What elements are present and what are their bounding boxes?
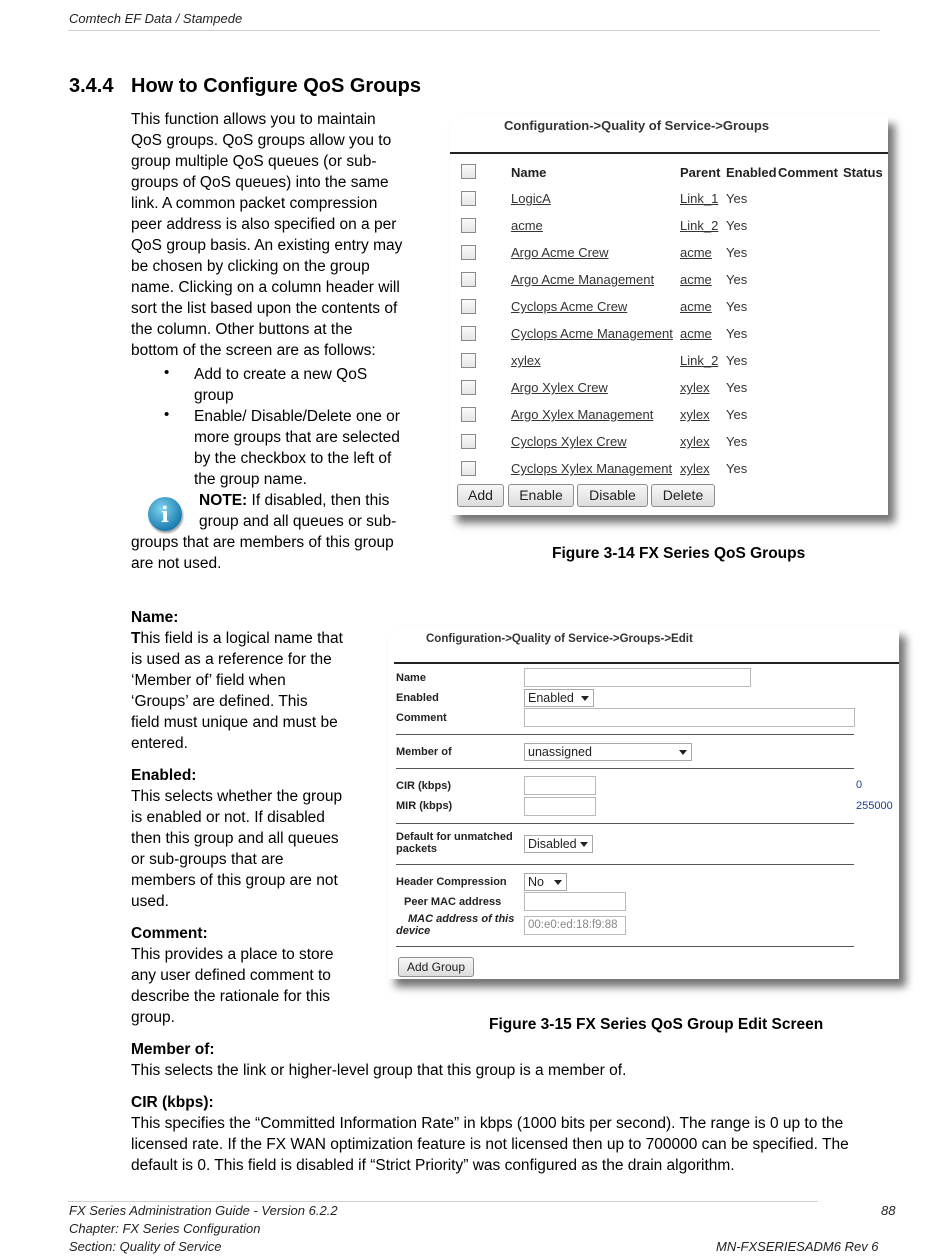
name-label: Name [396,672,426,684]
column-header-name[interactable]: Name [511,165,547,180]
default-unmatched-label [396,831,513,855]
enabled-value: Yes [726,218,748,233]
desc-line: default is 0. This field is disabled if “Strict Priority” was configured as the drain algorithm. [131,1157,735,1174]
group-name-link[interactable]: Cyclops Acme Management [511,326,673,341]
group-name-link[interactable]: Cyclops Xylex Management [511,461,673,476]
section-divider [396,734,854,735]
select-all-checkbox[interactable] [461,164,476,179]
desc-line: describe the rationale for this [131,988,331,1005]
peer-mac-label: Peer MAC address [404,896,502,908]
intro-paragraph [131,109,431,361]
intro-line: This function allows you to maintain [131,111,376,128]
parent-link[interactable]: Link_1 [680,191,719,206]
row-checkbox[interactable] [461,299,476,314]
intro-line: name. Clicking on a column header will [131,279,400,296]
parent-link[interactable]: Link_2 [680,353,719,368]
name-input[interactable] [524,668,751,687]
info-icon: i [148,497,182,531]
parent-link[interactable]: acme [680,326,712,341]
desc-line: members of this group are not [131,872,338,889]
disable-button[interactable]: Disable [577,484,648,507]
enabled-value: Yes [726,380,748,395]
section-divider [396,946,854,947]
desc-line: used. [131,893,169,910]
member-of-value: unassigned [528,745,592,759]
page-number: 88 [881,1203,896,1218]
default-unmatched-select[interactable] [524,835,593,853]
enabled-label: Enabled [396,692,439,704]
group-name-link[interactable]: Argo Xylex Management [511,407,654,422]
drop-letter: T [131,630,141,647]
title-divider [394,662,899,664]
desc-line: or sub-groups that are [131,851,284,868]
desc-line: group. [131,1009,175,1026]
note-line: group and all queues or sub- [199,513,397,530]
enabled-heading: Enabled: [131,767,197,784]
title-divider [450,152,888,154]
header-compression-value: No [528,875,544,889]
intro-line: the column. Other buttons at the [131,321,353,338]
desc-line: This selects whether the group [131,788,343,805]
footer-section: Section: Quality of Service [69,1239,222,1254]
row-checkbox[interactable] [461,218,476,233]
row-checkbox[interactable] [461,380,476,395]
name-description [131,628,371,754]
bullet-line: the group name. [194,471,307,488]
row-checkbox[interactable] [461,353,476,368]
desc-line: any user defined comment to [131,967,331,984]
label-line: packets [396,843,437,855]
intro-line: QoS group basis. An existing entry may [131,237,403,254]
parent-link[interactable]: xylex [680,380,710,395]
bullet-dot: • [164,364,170,381]
add-group-button[interactable]: Add Group [398,957,474,977]
note-label: NOTE: [199,492,248,509]
column-header-status[interactable]: Status [843,165,883,180]
member-of-label: Member of [396,746,452,758]
group-name-link[interactable]: xylex [511,353,541,368]
group-name-link[interactable]: Cyclops Xylex Crew [511,434,627,449]
footer-chapter: Chapter: FX Series Configuration [69,1221,261,1236]
name-heading: Name: [131,609,179,626]
desc-line: ‘Member of’ field when [131,672,286,689]
desc-line: licensed rate. If the FX WAN optimization feature is not licensed then up to 700000 can be specified. The [131,1136,849,1153]
add-button[interactable]: Add [457,484,504,507]
intro-line: link. A common packet compression [131,195,378,212]
row-checkbox[interactable] [461,245,476,260]
enabled-value: Yes [726,245,748,260]
parent-link[interactable]: acme [680,299,712,314]
row-checkbox[interactable] [461,272,476,287]
group-name-link[interactable]: Argo Acme Crew [511,245,609,260]
intro-line: peer address is also specified on a per [131,216,397,233]
note-line: are not used. [131,555,222,572]
section-title: How to Configure QoS Groups [131,75,421,97]
enabled-select[interactable] [524,689,594,707]
desc-line: entered. [131,735,188,752]
bullet-dot: • [164,406,170,423]
intro-line: QoS groups. QoS groups allow you to [131,132,392,149]
enabled-value: Yes [726,326,748,341]
enable-button[interactable]: Enable [508,484,574,507]
footer-doc-id: MN-FXSERIESADM6 Rev 6 [716,1239,879,1254]
intro-line: bottom of the screen are as follows: [131,342,376,359]
label-line: Default for unmatched [396,831,513,843]
label-line: MAC address of this [408,913,515,925]
cir-note: 0 [856,779,863,791]
bullet-line: more groups that are selected [194,429,400,446]
section-divider [396,768,854,769]
bullet-add [194,364,367,406]
bullet-line: by the checkbox to the left of [194,450,392,467]
cir-heading: CIR (kbps): [131,1094,214,1111]
mir-note: 255000 [856,800,893,812]
row-checkbox[interactable] [461,434,476,449]
bullet-line: Enable/ Disable/Delete one or [194,408,400,425]
header-compression-label: Header Compression [396,876,507,888]
member-of-description: This selects the link or higher-level group that this group is a member of. [131,1062,627,1079]
note-first-line [199,490,389,511]
parent-link[interactable]: xylex [680,407,710,422]
desc-line: then this group and all queues [131,830,339,847]
desc-line: This provides a place to store [131,946,334,963]
cir-label: CIR (kbps) [396,780,451,792]
desc-line: is enabled or not. If disabled [131,809,325,826]
comment-label: Comment [396,712,447,724]
figure-caption: Figure 3-14 FX Series QoS Groups [552,545,806,562]
mir-input[interactable] [524,797,596,816]
peer-mac-input[interactable] [524,892,626,911]
intro-line: be chosen by clicking on the group [131,258,370,275]
group-name-link[interactable]: Cyclops Acme Crew [511,299,628,314]
enabled-value: Yes [726,353,748,368]
section-divider [396,823,854,824]
desc-line: is used as a reference for the [131,651,332,668]
mir-label: MIR (kbps) [396,800,453,812]
breadcrumb: Configuration->Quality of Service->Groups [504,118,770,133]
group-name-link[interactable]: acme [511,218,543,233]
enabled-value: Yes [726,272,748,287]
comment-input[interactable] [524,708,855,727]
enabled-value: Enabled [528,691,574,705]
group-name-link[interactable]: Argo Xylex Crew [511,380,608,395]
mac-device-label [396,913,514,937]
default-unmatched-value: Disabled [528,837,577,851]
desc-line: his field is a logical name that [140,630,343,647]
enabled-value: Yes [726,191,748,206]
qos-group-edit-screenshot [388,628,899,979]
bullet-enable-disable-delete [194,406,400,490]
qos-groups-screenshot [450,116,888,515]
footer-divider [68,1201,818,1202]
member-of-select[interactable] [524,743,692,761]
row-checkbox[interactable] [461,191,476,206]
footer-guide: FX Series Administration Guide - Version 6.2.2 [69,1203,338,1218]
group-name-link[interactable]: LogicA [511,191,551,206]
member-of-heading: Member of: [131,1041,215,1058]
enabled-value: Yes [726,299,748,314]
delete-button[interactable]: Delete [651,484,715,507]
breadcrumb: Configuration->Quality of Service->Groups->Edit [426,633,693,645]
comment-heading: Comment: [131,925,208,942]
intro-line: groups of QoS queues) into the same [131,174,389,191]
figure-caption: Figure 3-15 FX Series QoS Group Edit Screen [489,1016,824,1033]
desc-line: This specifies the “Committed Information Rate” in kbps (1000 bits per second). The range is 0 up to the [131,1115,844,1132]
mac-device-field: 00:e0:ed:18:f9:88 [524,916,626,935]
group-name-link[interactable]: Argo Acme Management [511,272,655,287]
note-text: If disabled, then this [247,492,390,509]
desc-line: field must unique and must be [131,714,338,731]
column-header-comment[interactable]: Comment [778,165,838,180]
enabled-description [131,786,371,912]
parent-link[interactable]: xylex [680,434,710,449]
column-header-parent[interactable]: Parent [680,165,721,180]
column-header-enabled[interactable]: Enabled [726,165,777,180]
cir-description [131,1113,911,1176]
page-header: Comtech EF Data / Stampede [69,11,243,26]
intro-line: group multiple QoS queues (or sub- [131,153,377,170]
cir-input[interactable] [524,776,596,795]
section-divider [396,864,854,865]
intro-line: sort the list based upon the contents of [131,300,398,317]
parent-link[interactable]: acme [680,272,712,287]
parent-link[interactable]: acme [680,245,712,260]
enabled-value: Yes [726,434,748,449]
header-divider [68,30,880,31]
row-checkbox[interactable] [461,326,476,341]
note-line: groups that are members of this group [131,534,394,551]
parent-link[interactable]: xylex [680,461,710,476]
enabled-value: Yes [726,407,748,422]
enabled-value: Yes [726,461,748,476]
comment-description [131,944,371,1028]
desc-line: ‘Groups’ are defined. This [131,693,308,710]
parent-link[interactable]: Link_2 [680,218,719,233]
bullet-line: Add to create a new QoS [194,366,368,383]
row-checkbox[interactable] [461,407,476,422]
bullet-line: group [194,387,234,404]
section-number: 3.4.4 [69,75,114,97]
label-line: device [396,925,431,937]
header-compression-select[interactable] [524,873,567,891]
row-checkbox[interactable] [461,461,476,476]
